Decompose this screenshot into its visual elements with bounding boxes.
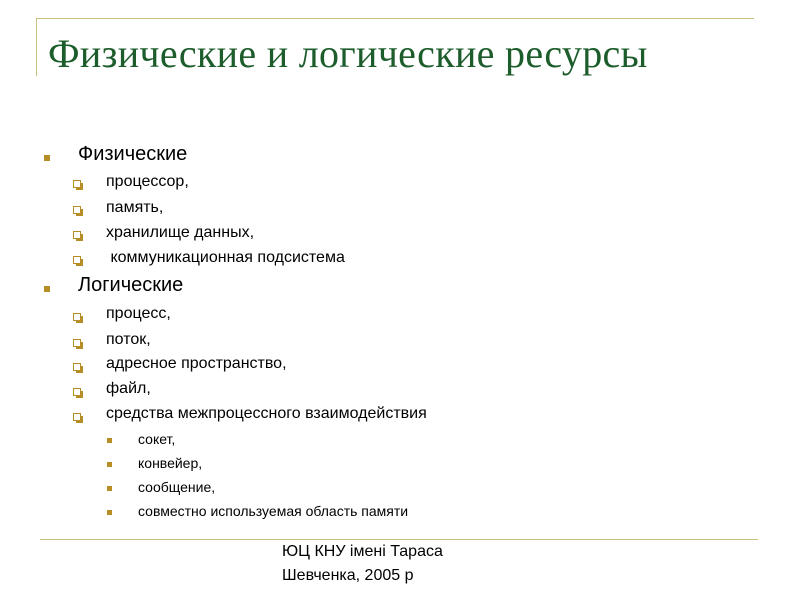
- square-bullet-icon: [44, 286, 50, 292]
- section-heading: Физические: [78, 143, 188, 165]
- hollow-square-bullet-icon: [73, 231, 81, 239]
- sub-list-item: сокет,: [138, 431, 176, 447]
- sub-list-item: совместно используемая область памяти: [138, 503, 409, 519]
- small-square-bullet-icon: [107, 438, 112, 443]
- list-item: коммуникационная подсистема: [106, 249, 345, 266]
- hollow-square-bullet-icon: [73, 256, 81, 264]
- small-square-bullet-icon: [107, 510, 112, 515]
- footer-line: Шевченка, 2005 р: [282, 567, 414, 584]
- hollow-square-bullet-icon: [73, 339, 81, 347]
- list-item: файл,: [106, 380, 151, 397]
- list-item: процесс,: [106, 305, 171, 322]
- hollow-square-bullet-icon: [73, 413, 81, 421]
- square-bullet-icon: [44, 155, 50, 161]
- list-item: процессор,: [106, 173, 189, 190]
- hollow-square-bullet-icon: [73, 363, 81, 371]
- top-rule: [36, 18, 754, 19]
- footer-line: ЮЦ КНУ імені Тараса: [282, 543, 443, 560]
- list-item: хранилище данных,: [106, 224, 255, 241]
- sub-list-item: конвейер,: [138, 455, 203, 471]
- left-rule: [36, 18, 37, 76]
- small-square-bullet-icon: [107, 486, 112, 491]
- list-item: память,: [106, 199, 164, 216]
- section-heading: Логические: [78, 274, 184, 296]
- small-square-bullet-icon: [107, 462, 112, 467]
- hollow-square-bullet-icon: [73, 313, 81, 321]
- slide-title: Физические и логические ресурсы: [48, 31, 648, 76]
- sub-list-item: сообщение,: [138, 479, 216, 495]
- list-item: адресное пространство,: [106, 355, 287, 372]
- hollow-square-bullet-icon: [73, 388, 81, 396]
- hollow-square-bullet-icon: [73, 206, 81, 214]
- slide-footer: [282, 540, 443, 588]
- hollow-square-bullet-icon: [73, 180, 81, 188]
- list-item: поток,: [106, 331, 151, 348]
- list-item: средства межпроцессного взаимодействия: [106, 405, 427, 422]
